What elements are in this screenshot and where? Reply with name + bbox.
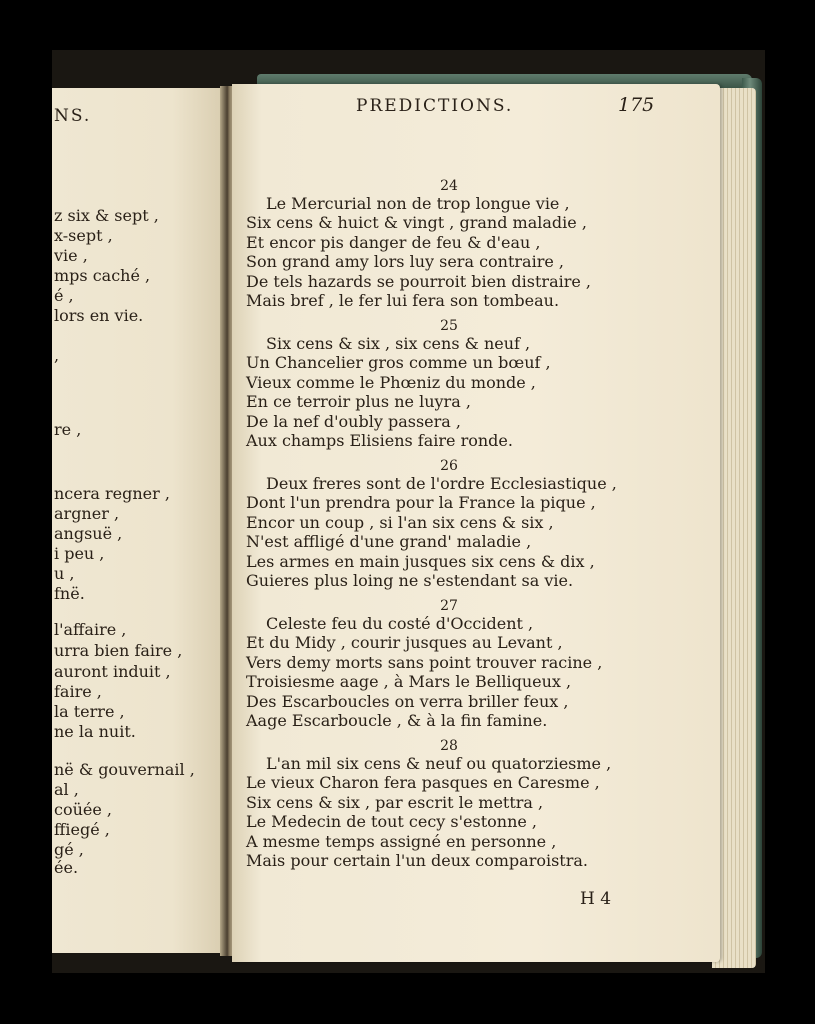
verse-line: Mais pour certain l'un deux comparoistra. (246, 851, 588, 870)
left-page-line: mps caché , (54, 266, 151, 285)
verse-line: Troisiesme aage , à Mars le Belliqueux , (246, 672, 572, 692)
left-page-line: é , (54, 286, 74, 305)
verse-line: Le Mercurial non de trop longue vie , (266, 194, 570, 213)
verse-line: Aage Escarboucle , & à la fin famine. (246, 711, 548, 730)
verse-line: Vieux comme le Phœniz du monde , (246, 372, 536, 392)
quatrain-number: 24 (440, 178, 458, 194)
left-page-line: x-sept , (54, 226, 113, 245)
left-page-line: gé , (54, 840, 84, 859)
left-page-line: ée. (54, 858, 79, 877)
left-page-line: ncera regner , (54, 484, 170, 503)
left-page-line: faire , (54, 682, 102, 701)
left-page-line: urra bien faire , (54, 641, 183, 660)
verse-line: Aux champs Elisiens faire ronde. (246, 431, 513, 450)
left-page-line: z six & sept , (54, 206, 159, 225)
verse-line: Mais bref , le fer lui fera son tombeau. (246, 291, 560, 310)
verse-line: Deux freres sont de l'ordre Ecclesiastique , (266, 474, 617, 493)
left-page-line: al , (54, 780, 79, 799)
quatrain-number: 26 (440, 458, 458, 474)
verse-line: Et encor pis danger de feu & d'eau , (246, 232, 541, 252)
verse-line: Son grand amy lors luy sera contraire , (246, 252, 564, 272)
quatrain-number: 28 (440, 738, 458, 754)
verse-line: Les armes en main jusques six cens & dix , (246, 551, 595, 571)
verse-line: L'an mil six cens & neuf ou quatorziesme , (266, 754, 612, 773)
verse-line: Et du Midy , courir jusques au Levant , (246, 633, 563, 653)
left-page-line: fnë. (54, 584, 85, 603)
verse-line: Celeste feu du costé d'Occident , (266, 614, 534, 633)
left-page-line: la terre , (54, 702, 125, 721)
verse-line: Vers demy morts sans point trouver racine , (246, 652, 603, 672)
verse-line: Six cens & huict & vingt , grand maladie , (246, 213, 587, 233)
left-page-line: argner , (54, 504, 120, 523)
book-scan (52, 50, 765, 973)
quatrain-number: 27 (440, 598, 458, 614)
left-page-line: re , (54, 420, 82, 439)
verse-line: De tels hazards se pourroit bien distraire , (246, 271, 592, 291)
verse-line: De la nef d'oubly passera , (246, 411, 461, 431)
running-head: PREDICTIONS. (356, 96, 514, 116)
left-page-line: coüée , (54, 800, 113, 819)
left-page-line: ffiegé , (54, 820, 110, 839)
left-page-line: i peu , (54, 544, 105, 563)
verse-line: Dont l'un prendra pour la France la pique , (246, 493, 596, 513)
left-page (52, 88, 224, 953)
left-page-line: l'affaire , (54, 620, 127, 639)
verse-line: Six cens & six , par escrit le mettra , (246, 792, 544, 812)
left-page-line: u , (54, 564, 75, 583)
left-page-line: auront induit , (54, 662, 171, 681)
left-page-line: lors en vie. (54, 306, 144, 325)
verse-line: En ce terroir plus ne luyra , (246, 392, 471, 412)
verse-line: A mesme temps assigné en personne , (246, 831, 557, 851)
verse-line: Le Medecin de tout cecy s'estonne , (246, 812, 538, 832)
verse-line: Guieres plus loing ne s'estendant sa vie. (246, 571, 574, 590)
left-running-head: NS. (54, 106, 92, 126)
quatrain-number: 25 (440, 318, 458, 334)
page-number: 175 (618, 94, 655, 116)
left-page-line: vie , (54, 246, 88, 265)
signature-mark: H 4 (580, 889, 612, 909)
verse-line: N'est affligé d'une grand' maladie , (246, 532, 532, 552)
left-page-line: angsuë , (54, 524, 123, 543)
verse-line: Encor un coup , si l'an six cens & six , (246, 512, 554, 532)
right-page (232, 84, 720, 962)
verse-line: Un Chancelier gros comme un bœuf , (246, 353, 551, 373)
verse-line: Des Escarboucles on verra briller feux , (246, 691, 569, 711)
left-page-line: , (54, 346, 60, 365)
verse-line: Six cens & six , six cens & neuf , (266, 334, 531, 353)
left-page-line: ne la nuit. (54, 722, 136, 741)
verse-line: Le vieux Charon fera pasques en Caresme , (246, 773, 600, 793)
left-page-line: në & gouvernail , (54, 760, 195, 779)
